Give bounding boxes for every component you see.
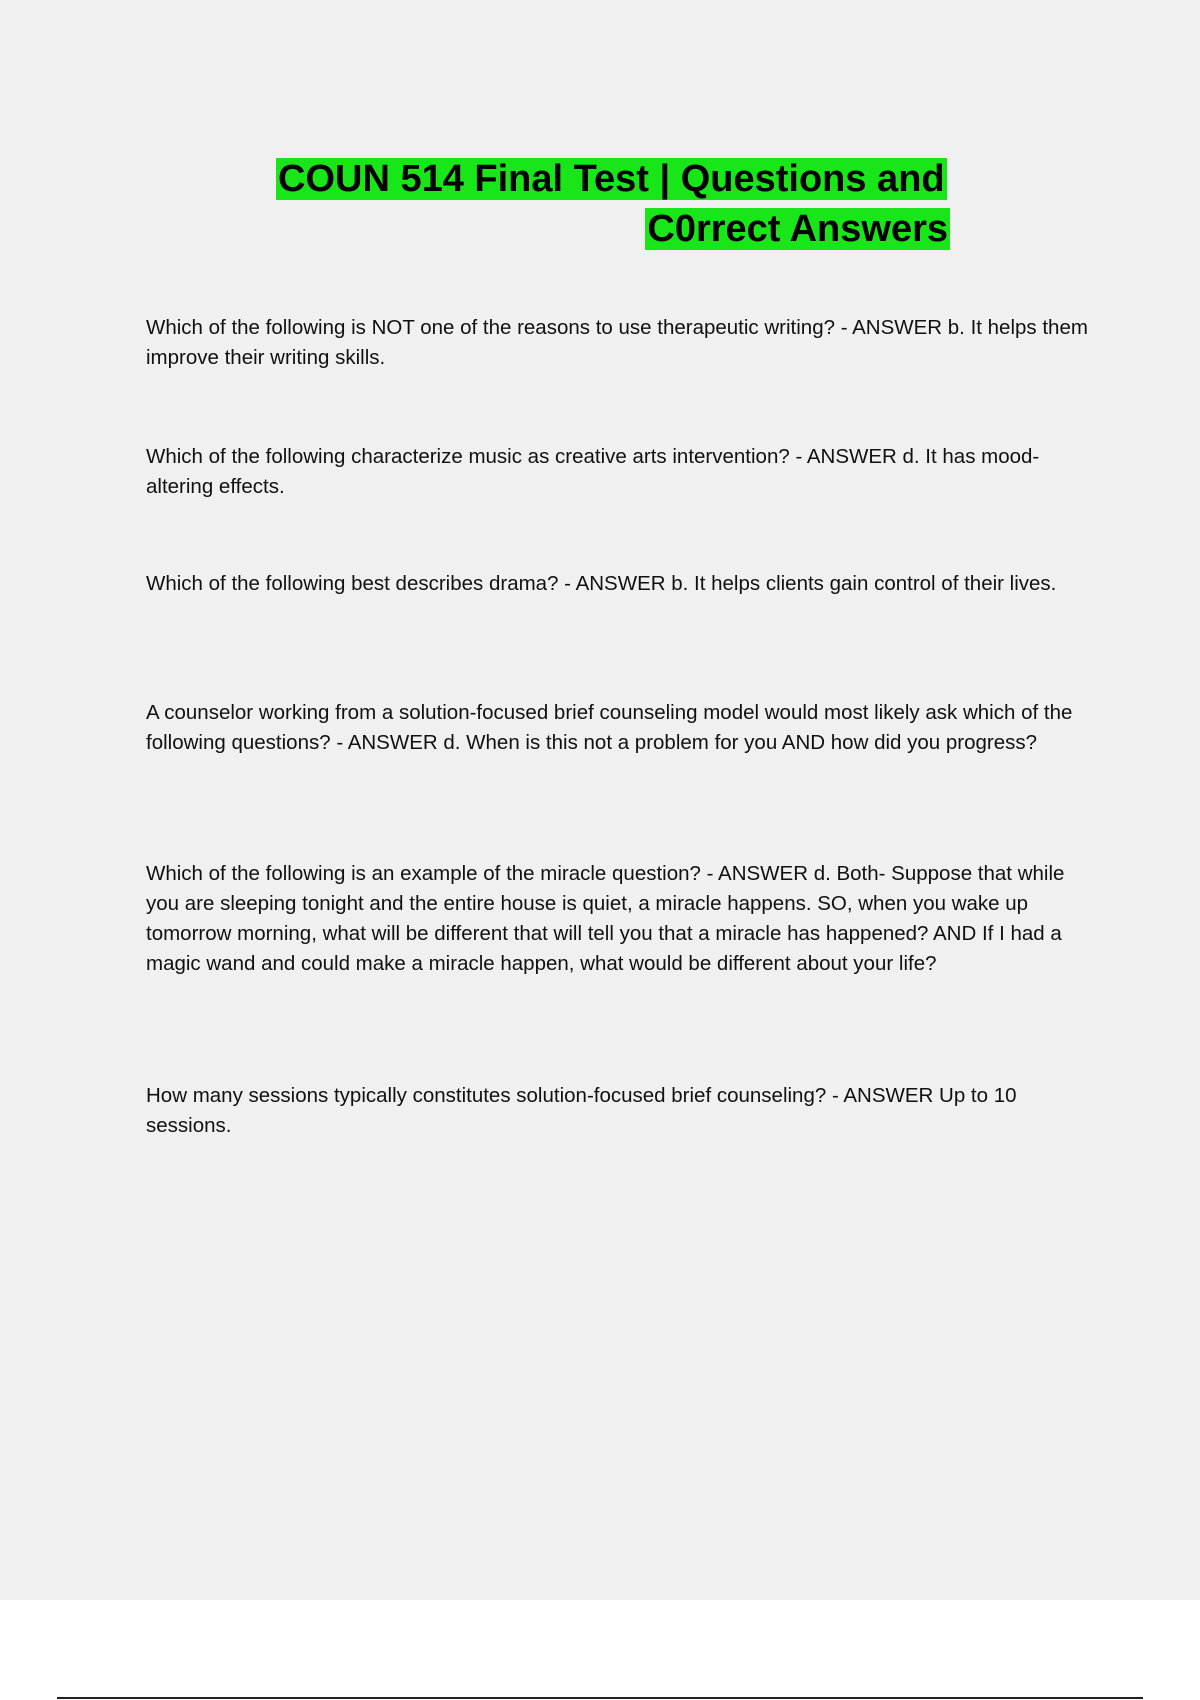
qa-item: Which of the following is NOT one of the reasons to use therapeutic writing? - ANSWER b. It helps them improve their writing skills. — [146, 316, 1088, 369]
footer-divider — [57, 1697, 1143, 1699]
qa-item: Which of the following is an example of the miracle question? - ANSWER d. Both- Suppose that while you are sleeping tonight and the entire house is quiet, a miracle happens. SO, when you wake up tomorrow morning, what will be different that will tell you that a miracle has happened? AND If I had a magic wand and could make a miracle happen, what would be different about your life? — [146, 862, 1065, 975]
document-title — [276, 154, 956, 254]
title-line-1: COUN 514 Final Test | Questions and — [278, 158, 945, 200]
qa-item: Which of the following characterize music as creative arts intervention? - ANSWER d. It has mood-altering effects. — [146, 445, 1040, 498]
title-line-2: C0rrect Answers — [647, 208, 948, 250]
qa-item: A counselor working from a solution-focused brief counseling model would most likely ask which of the following questions? - ANSWER d. When is this not a problem for you AND how did you progress? — [146, 701, 1073, 754]
qa-item: Which of the following best describes drama? - ANSWER b. It helps clients gain control of their lives. — [146, 572, 1057, 595]
qa-item: How many sessions typically constitutes solution-focused brief counseling? - ANSWER Up to 10 sessions. — [146, 1084, 1017, 1137]
